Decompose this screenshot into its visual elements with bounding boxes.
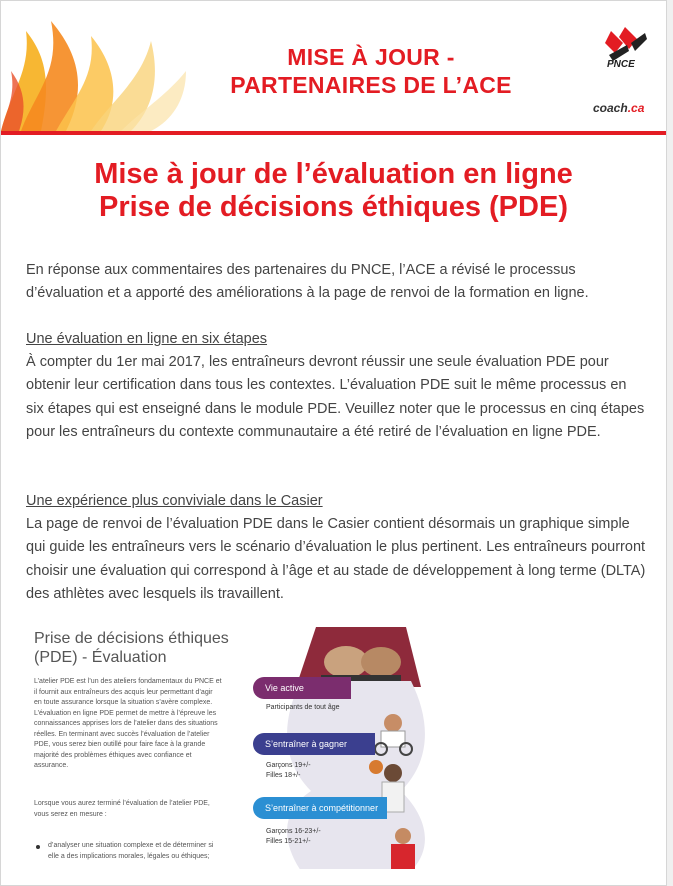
- bullet-dot: [36, 845, 40, 849]
- tag-vie-active-sub: Participants de tout âge: [266, 704, 340, 711]
- banner-title-line2: PARTENAIRES DE L’ACE: [230, 72, 512, 98]
- section-casier: [26, 490, 646, 606]
- pde-evaluation-graphic: [26, 619, 426, 869]
- section-six-steps: [26, 328, 646, 444]
- athlete-photo-soccer: [381, 824, 426, 869]
- tag-sentrainer-competitionner-sub-line1: Garçons 16-23+/-: [266, 828, 321, 835]
- tag-sentrainer-gagner: S’entraîner à gagner: [253, 733, 375, 755]
- promo-title-line2: (PDE) - Évaluation: [34, 649, 167, 666]
- tag-sentrainer-competitionner: S’entraîner à compétitionner: [253, 797, 387, 819]
- tag-sentrainer-competitionner-sub-line2: Filles 15-21+/-: [266, 838, 311, 845]
- page-title-line1: Mise à jour de l’évaluation en ligne: [94, 158, 573, 190]
- page-title: [21, 158, 646, 224]
- tag-vie-active: Vie active: [253, 677, 351, 699]
- promo-bullet-text: d’analyser une situation complexe et de déterminer si elle a des implications morales, légales ou éthiques;: [48, 842, 214, 860]
- section-casier-heading: Une expérience plus conviviale dans le Casier: [26, 493, 323, 509]
- tag-sentrainer-gagner-sub-line2: Filles 18+/-: [266, 772, 301, 779]
- coach-logo-suffix: .ca: [627, 101, 645, 115]
- tag-sentrainer-gagner-sub-line1: Garçons 19+/-: [266, 762, 311, 769]
- promo-subtext: Lorsque vous aurez terminé l’évaluation de l’atelier PDE, vous serez en mesure :: [34, 800, 210, 818]
- intro-paragraph: En réponse aux commentaires des partenaires du PNCE, l’ACE a révisé le processus d’évaluation et a apporté des améliorations à la page de renvoi de la formation en ligne.: [26, 262, 589, 302]
- coach-logo-text: coach: [593, 101, 628, 115]
- promo-title-line1: Prise de décisions éthiques: [34, 630, 229, 647]
- banner-title: [201, 43, 541, 99]
- section-six-steps-heading: Une évaluation en ligne en six étapes: [26, 331, 268, 347]
- pnce-logo-text: PNCE: [607, 59, 635, 70]
- promo-title: [34, 629, 254, 667]
- header-banner: [1, 1, 666, 134]
- banner-divider: [1, 131, 666, 135]
- section-six-steps-body: À compter du 1er mai 2017, les entraîneurs devront réussir une seule évaluation PDE pour obtenir leur certification dans tous les contextes. L’évaluation PDE suit le même processus en six étapes qui est enseigné dans le module PDE. Veuillez noter que le processus en cinq étapes pour les entraîneurs du contexte communautaire a été retiré de l’évaluation en ligne PDE.: [26, 354, 645, 440]
- banner-title-line1: MISE À JOUR -: [287, 44, 455, 70]
- coach-logo: [593, 101, 644, 115]
- promo-body: L’atelier PDE est l’un des ateliers fondamentaux du PNCE et il fournit aux entraîneurs des acquis leur permettant d’agir en toute assurance lorsque la situation s’avère complexe. L’évaluation en ligne PDE permet de mettre à l’épreuve les connaissances apprises lors de l’atelier dans des situations réelles. En terminant avec succès l’évaluation de l’atelier PDE, vous serez bien outillé pour faire face à la grande majorité des problèmes éthiques avec confiance et assurance.: [34, 678, 222, 769]
- tag-sentrainer-competitionner-sub: [266, 827, 386, 847]
- page-title-line2: Prise de décisions éthiques (PDE): [99, 191, 568, 223]
- section-casier-body: La page de renvoi de l’évaluation PDE dans le Casier contient désormais un graphique simple qui guide les entraîneurs vers le scénario d’évaluation le plus pertinent. Les entraîneurs pourront choisir une évaluation qui correspond à l’âge et au stade de développement à long terme (DLTA) des athlètes avec lesquels ils travaillent.: [26, 516, 646, 602]
- flame-graphic: [1, 1, 191, 131]
